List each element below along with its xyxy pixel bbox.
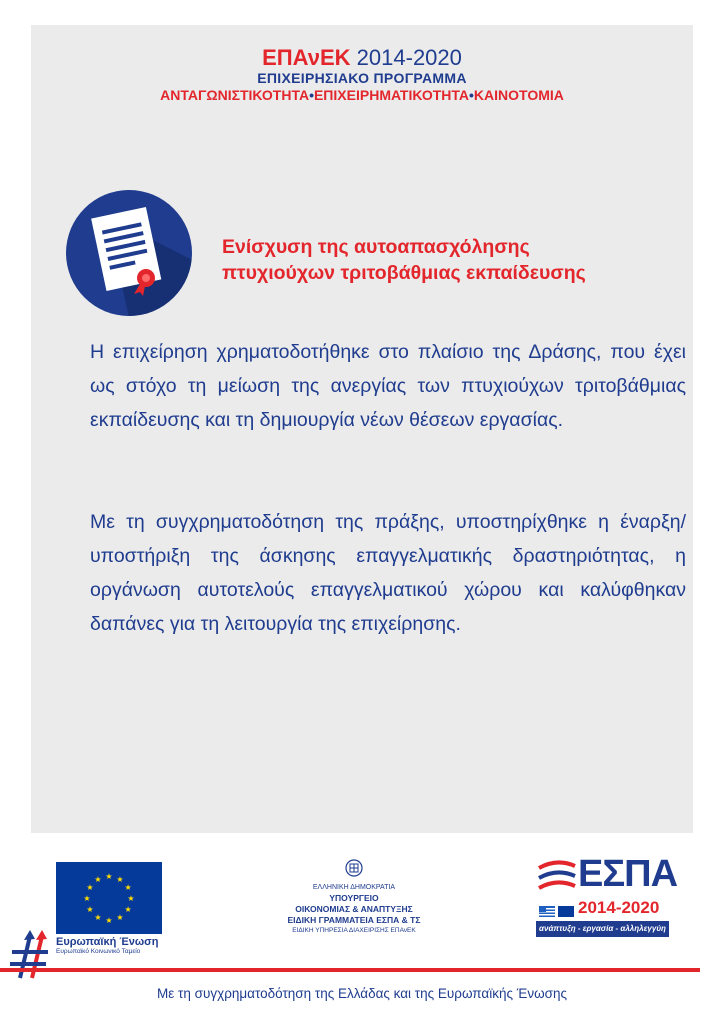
brand-years: 2014-2020 [356,45,462,70]
paragraph-2: Με τη συγχρηματοδότηση της πράξης, υποστηρίχθηκε η έναρξη/υποστήριξη της άσκησης επαγγελματικής δραστηριότητας, η οργάνωση αυτοτελούς επαγγελματικού χώρου και καλύφθηκαν δαπάνες για τη λειτουργία της επιχείρησης. [90,511,686,635]
program-header [0,46,724,104]
footer-text: Με τη συγχρηματοδότηση της Ελλάδας και της Ευρωπαϊκής Ένωσης [157,986,567,1001]
eu-star-icon: ★ [127,894,135,903]
hashtag-logo-icon [6,926,50,982]
paragraph-1: Η επιχείρηση χρηματοδοτήθηκε στο πλαίσιο της Δράσης, που έχει ως στόχο τη μείωση της ανεργίας των πτυχιούχων τριτοβάθμιας εκπαίδευσης και τη δημιουργία νέων θέσεων εργασίας. [90,341,686,431]
pillar-3: ΚΑΙΝΟΤΟΜΙΑ [473,87,564,103]
program-subtitle: ΕΠΙΧΕΙΡΗΣΙΑΚΟ ΠΡΟΓΡΑΜΜΑ [257,70,467,86]
pillar-1: ΑΝΤΑΓΩΝΙΣΤΙΚΟΤΗΤΑ [160,87,310,103]
eu-star-icon: ★ [105,916,113,925]
eu-star-icon: ★ [86,905,94,914]
eu-star-icon: ★ [94,874,102,884]
pillar-2: ΕΠΙΧΕΙΡΗΜΑΤΙΚΟΤΗΤΑ [313,87,470,103]
eu-star-icon: ★ [83,894,91,903]
eu-star-icon: ★ [94,913,102,923]
eu-fund-label: Ευρωπαϊκό Κοινωνικό Ταμείο [56,948,141,955]
pillar-separator: • [469,87,474,103]
espa-tagline: ανάπτυξη - εργασία - αλληλεγγύη [536,921,669,937]
certificate-icon [66,190,192,316]
ministry-line-1: ΥΠΟΥΡΓΕΙΟ [329,893,379,903]
footer-divider [0,968,700,972]
pillar-separator: • [309,87,314,103]
title-line-2: πτυχιούχων τριτοβάθμιας εκπαίδευσης [222,262,586,284]
eu-label: Ευρωπαϊκή Ένωση [56,936,159,948]
greek-flag-icon [539,906,555,917]
eu-flag-icon [56,862,162,934]
espa-word: ΕΣΠΑ [578,853,678,895]
program-pillars [0,87,724,104]
eu-star-icon: ★ [124,883,132,892]
program-brand-line [0,46,724,70]
espa-years: 2014-2020 [578,898,660,917]
eu-star-icon: ★ [86,883,94,892]
ministry-republic: ΕΛΛΗΝΙΚΗ ΔΗΜΟΚΡΑΤΙΑ [312,884,396,891]
eu-star-icon: ★ [105,872,113,881]
eu-star-icon: ★ [116,874,124,884]
eu-star-icon: ★ [124,905,132,914]
greek-emblem-icon [344,858,364,878]
ministry-line-2: ΟΙΚΟΝΟΜΙΑΣ & ΑΝΑΠΤΥΞΗΣ [295,904,413,914]
ministry-line-3: ΕΙΔΙΚΗ ΓΡΑΜΜΑΤΕΙΑ ΕΣΠΑ & ΤΣ [287,915,421,925]
ministry-logo [254,858,454,935]
brand-text: ΕΠΑνΕΚ [262,45,351,70]
eu-star-icon: ★ [116,913,124,923]
ministry-line-4: ΕΙΔΙΚΗ ΥΠΗΡΕΣΙΑ ΔΙΑΧΕΙΡΙΣΗΣ ΕΠΑνΕΚ [292,927,416,934]
title-line-1: Ενίσχυση της αυτοαπασχόλησης [222,236,530,258]
document-title [222,234,622,286]
